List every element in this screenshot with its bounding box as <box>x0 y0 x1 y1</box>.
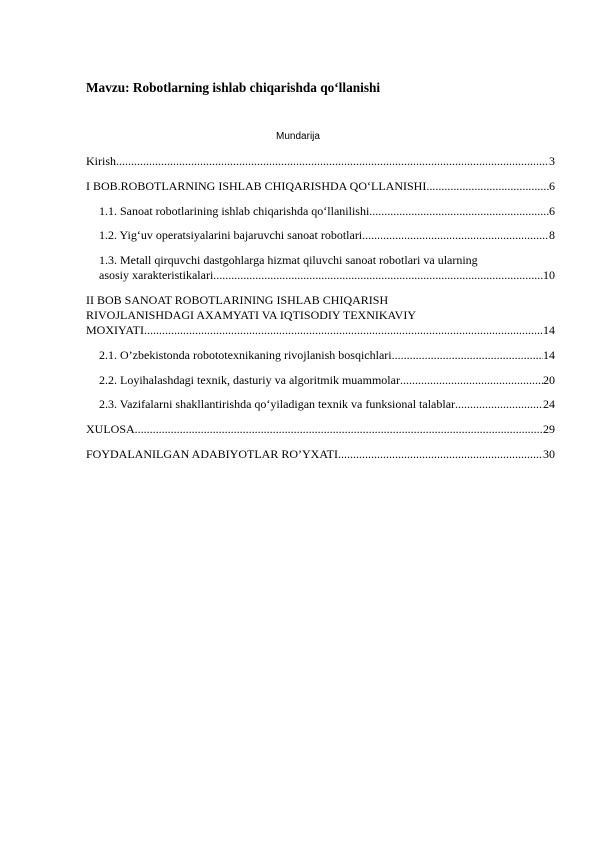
toc-page-number: 10 <box>543 268 555 283</box>
toc-entry-chapter-1[interactable] <box>86 179 555 194</box>
toc-leader-dots <box>362 228 549 243</box>
toc-entry-text: II BOB SANOAT ROBOTLARINING ISHLAB CHIQARISH <box>86 292 389 307</box>
toc-entry-text: FOYDALANILGAN ADABIYOTLAR RO’YXATI <box>86 446 338 461</box>
toc-leader-dots <box>135 422 543 437</box>
toc-entry-text: Kirish <box>86 154 116 168</box>
toc-entry-2-3[interactable] <box>86 397 555 412</box>
toc-leader-dots <box>116 154 549 169</box>
toc-entry-1-1[interactable] <box>86 204 555 219</box>
toc-entry-references[interactable] <box>86 447 555 462</box>
toc-page-number: 20 <box>543 372 555 387</box>
toc-page-number: 30 <box>543 446 555 461</box>
toc-entry-kirish[interactable] <box>86 154 555 169</box>
toc-entry-text: 1.1. Sanoat robotlarining ishlab chiqarishda qo‘llanilishi <box>99 203 370 218</box>
toc-entry-text: 2.1. O’zbekistonda robototexnikaning rivojlanish bosqichlari <box>99 347 392 362</box>
table-of-contents <box>86 154 555 472</box>
toc-leader-dots <box>213 268 543 283</box>
toc-leader-dots <box>338 447 543 462</box>
toc-entry-2-2[interactable] <box>86 373 555 388</box>
toc-entry-text: asosiy xarakteristikalari <box>99 268 214 283</box>
toc-leader-dots <box>400 373 543 388</box>
toc-entry-1-3[interactable] <box>86 253 555 283</box>
toc-entry-xulosa[interactable] <box>86 422 555 437</box>
toc-entry-text: 2.3. Vazifalarni shakllantirishda qo‘yiladigan texnik va funksional talablar <box>99 397 456 412</box>
toc-entry-text: 1.2. Yig‘uv operatsiyalarini bajaruvchi sanoat robotlari <box>99 228 363 243</box>
toc-page-number: 6 <box>549 178 555 193</box>
toc-entry-text: RIVOJLANISHDAGI AXAMYATI VA IQTISODIY TEXNIKAVIY <box>86 307 416 322</box>
toc-page-number: 6 <box>549 203 555 218</box>
toc-entry-chapter-2[interactable] <box>86 293 555 338</box>
toc-entry-text: 2.2. Loyihalashdagi texnik, dasturiy va algoritmik muammolar <box>99 372 400 387</box>
toc-entry-text: I BOB.ROBOTLARNING ISHLAB CHIQARISHDA QO‘LLANISHI <box>86 178 427 193</box>
toc-page-number: 14 <box>543 347 555 362</box>
toc-leader-dots <box>392 348 543 363</box>
toc-page-number: 3 <box>549 154 555 168</box>
toc-leader-dots <box>426 179 549 194</box>
toc-leader-dots <box>144 323 543 338</box>
toc-leader-dots <box>455 397 543 412</box>
toc-entry-2-1[interactable] <box>86 348 555 363</box>
toc-page-number: 14 <box>543 322 555 337</box>
toc-entry-text: MOXIYATI <box>86 322 144 337</box>
toc-leader-dots <box>369 204 549 219</box>
toc-entry-1-2[interactable] <box>86 228 555 243</box>
toc-page-number: 29 <box>543 422 555 437</box>
toc-heading: Mundarija <box>276 131 320 142</box>
toc-page-number: 24 <box>543 397 555 412</box>
toc-entry-text: XULOSA <box>86 422 135 437</box>
toc-page-number: 8 <box>549 228 555 243</box>
document-title: Mavzu: Robotlarning ishlab chiqarishda qo‘llanishi <box>86 80 381 95</box>
toc-entry-text: 1.3. Metall qirquvchi dastgohlarga hizmat qiluvchi sanoat robotlari va ularning <box>99 253 478 268</box>
